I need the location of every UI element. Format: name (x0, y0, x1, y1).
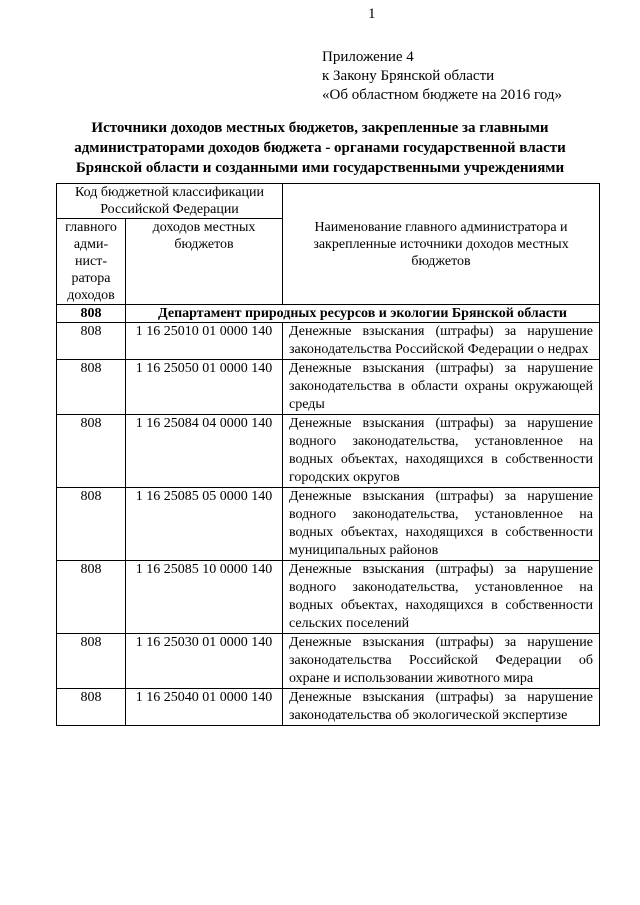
admin-code-cell: 808 (57, 488, 126, 561)
kbk-code-cell: 1 16 25010 01 0000 140 (126, 323, 283, 360)
title-line-3: Брянской области и созданными ими государственными учреждениями (75, 160, 565, 176)
revenue-name-cell: Денежные взыскания (штрафы) за нарушение законодательства об экологической экспертизе (283, 689, 600, 726)
header-local-revenue-code: доходов местных бюджетов (126, 219, 283, 305)
appendix-reference (322, 48, 562, 105)
page-number: 1 (368, 6, 376, 22)
title-line-2: администраторами доходов бюджета - органами государственной власти (74, 140, 566, 156)
table-row (57, 634, 600, 689)
table-row (57, 323, 600, 360)
header-budget-classification: Код бюджетной классификации Российской Федерации (57, 184, 283, 219)
revenue-name-cell: Денежные взыскания (штрафы) за нарушение водного законодательства, установленное на водных объектах, находящихся в собственности муниципальных районов (283, 488, 600, 561)
kbk-code-cell: 1 16 25030 01 0000 140 (126, 634, 283, 689)
header-admin-code: главного адми-нист-ратора доходов (57, 219, 126, 305)
revenue-name-cell: Денежные взыскания (штрафы) за нарушение водного законодательства, установленное на водных объектах, находящихся в собственности сельских поселений (283, 561, 600, 634)
admin-code-cell: 808 (57, 323, 126, 360)
kbk-code-cell: 1 16 25040 01 0000 140 (126, 689, 283, 726)
kbk-code-cell: 1 16 25085 05 0000 140 (126, 488, 283, 561)
admin-code-cell: 808 (57, 634, 126, 689)
admin-code-cell: 808 (57, 415, 126, 488)
kbk-code-cell: 1 16 25084 04 0000 140 (126, 415, 283, 488)
table-row (57, 689, 600, 726)
revenue-name-cell: Денежные взыскания (штрафы) за нарушение законодательства в области охраны окружающей среды (283, 360, 600, 415)
revenue-name-cell: Денежные взыскания (штрафы) за нарушение законодательства Российской Федерации о недрах (283, 323, 600, 360)
table-row (57, 415, 600, 488)
revenue-name-cell: Денежные взыскания (штрафы) за нарушение законодательства Российской Федерации об охране и использовании животного мира (283, 634, 600, 689)
admin-code-cell: 808 (57, 561, 126, 634)
department-row (57, 305, 600, 323)
department-name: Департамент природных ресурсов и экологии Брянской области (126, 305, 600, 323)
department-code: 808 (57, 305, 126, 323)
table-row (57, 488, 600, 561)
revenue-sources-table (56, 183, 600, 726)
kbk-code-cell: 1 16 25050 01 0000 140 (126, 360, 283, 415)
kbk-code-cell: 1 16 25085 10 0000 140 (126, 561, 283, 634)
document-title (40, 118, 600, 178)
table-header-row (57, 184, 600, 219)
table-row (57, 360, 600, 415)
appendix-line-2: к Закону Брянской области (322, 68, 495, 84)
appendix-line-3: «Об областном бюджете на 2016 год» (322, 87, 562, 103)
revenue-name-cell: Денежные взыскания (штрафы) за нарушение водного законодательства, установленное на водных объектах, находящихся в собственности городских округов (283, 415, 600, 488)
title-line-1: Источники доходов местных бюджетов, закрепленные за главными (91, 120, 549, 136)
admin-code-cell: 808 (57, 360, 126, 415)
header-admin-name: Наименование главного администратора и закрепленные источники доходов местных бюджетов (283, 184, 600, 305)
admin-code-cell: 808 (57, 689, 126, 726)
appendix-line-1: Приложение 4 (322, 49, 414, 65)
table-row (57, 561, 600, 634)
